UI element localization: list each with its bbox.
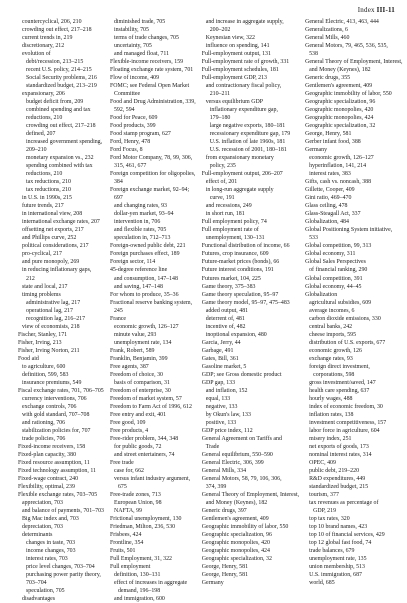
index-entry: and managed float, 711 xyxy=(113,51,170,58)
index-entry: and inflation, 152 xyxy=(205,387,248,394)
index-entry: 384 xyxy=(113,179,123,186)
index-entry: Global economy, 44–45 xyxy=(305,283,362,290)
index-entry: in reducing inflationary gaps, xyxy=(22,267,92,274)
index-entry: 212 xyxy=(26,275,35,282)
index-entry: Gasoline market, 5 xyxy=(201,363,247,370)
index-entry: demand, 196–198 xyxy=(117,588,161,595)
index-entry: 45-degree reference line xyxy=(109,267,168,274)
index-entry: Gillette, Cooper, 409 xyxy=(305,187,355,194)
index-entry: OPEC, 409 xyxy=(309,459,336,466)
index-entry: Frontline, 354 xyxy=(109,540,144,547)
index-entry: in short run, 181 xyxy=(205,211,245,218)
index-entry: Generalizations, 6 xyxy=(305,27,348,34)
index-entry: Foreign-owned public debt, 221 xyxy=(109,243,186,250)
index-entry: curve, 191 xyxy=(209,195,235,202)
index-entry: incentive of, 482 xyxy=(205,323,246,330)
index-entry: Full employment policy, 74 xyxy=(201,219,267,226)
index-entry: effect of, 201 xyxy=(205,179,238,186)
index-entry: corporations, 598 xyxy=(313,371,355,378)
index-entry: public debt, 219–220 xyxy=(309,467,360,474)
index-entry: 245 xyxy=(113,307,123,314)
index-entry: speculation in, 712–713 xyxy=(113,235,171,242)
index-entry: reductions, 210 xyxy=(26,171,63,178)
index-entry: with gold standard, 707–708 xyxy=(22,411,90,418)
index-entry: tax reductions, 210 xyxy=(26,187,71,194)
index-entry: U.S. inflation of late 1960s, 181 xyxy=(209,139,286,146)
index-entry: Geographic monopolies, 420 xyxy=(305,107,374,114)
index-entry: index of economic freedom, 30 xyxy=(309,403,383,410)
index-entry: current trends in, 219 xyxy=(22,35,73,42)
index-entry: U.S. immigration, 687 xyxy=(309,572,362,579)
index-entry: Freedom of enterprise, 30 xyxy=(109,387,171,394)
index-entry: standardized budget, 213–219 xyxy=(26,83,97,90)
index-entry: George, Henry, 581 xyxy=(201,564,249,571)
index-entry: distribution of U.S. exports, 677 xyxy=(309,339,386,346)
index-entry: large negative exports, 180–181 xyxy=(209,123,286,130)
index-entry: countercyclical, 206, 210 xyxy=(22,19,82,25)
index-entry: and Phillips curve, 252 xyxy=(22,235,77,242)
index-entry: Foreign sector, 114 xyxy=(109,259,156,266)
index-entry: tax revenues as percentage of xyxy=(309,499,379,506)
index-entry: world, 685 xyxy=(309,580,335,587)
index-entry: Full-employment rate of growth, 331 xyxy=(201,59,290,66)
index-entry: cheese imports, 595 xyxy=(309,331,357,338)
index-column-1 xyxy=(18,18,104,603)
index-entry: Free trade xyxy=(109,459,134,466)
index-entry: 210–211 xyxy=(209,91,231,98)
index-entry: 703–704 xyxy=(26,580,47,587)
index-entry: hourly wages, 488 xyxy=(309,395,353,402)
index-entry: and increase in aggregate supply, xyxy=(205,19,284,25)
index-entry: inflation rates, 138 xyxy=(309,411,354,418)
index-entry: General Theory of Employment, Interest, xyxy=(305,59,403,66)
index-entry: terms of trade changes, 705 xyxy=(113,35,179,42)
index-entry: Frisbees, 424 xyxy=(109,532,142,538)
index-entry: Functional distribution of income, 66 xyxy=(201,243,290,250)
index-entry: administrative lag, 217 xyxy=(26,299,81,306)
index-entry: Full employment rate of xyxy=(201,227,259,234)
index-column-3 xyxy=(202,18,299,603)
index-entry: Global competition, 99, 313 xyxy=(305,243,372,250)
index-entry: Fixed resource assumption, 11 xyxy=(18,459,90,466)
index-entry: Generic drugs, 355 xyxy=(305,75,351,82)
index-entry: discretionary, 212 xyxy=(22,43,65,50)
index-entry: Future-market prices (bonds), 66 xyxy=(201,259,280,266)
index-entry: Game theory, 375–383 xyxy=(201,283,256,290)
index-entry: versus infant industry argument, xyxy=(113,475,191,482)
index-entry: determinants xyxy=(22,532,53,538)
index-entry: from expansionary monetary xyxy=(205,155,274,162)
index-entry: investment competitiveness, 157 xyxy=(309,419,387,426)
index-entry: Full Employment, 31, 322 xyxy=(109,556,172,563)
index-entry: in long-run aggregate supply xyxy=(205,187,274,194)
index-entry: Keynesian view, 322 xyxy=(205,35,255,42)
index-entry: Free agents, 387 xyxy=(109,363,149,370)
index-entry: Ford Focus, 8 xyxy=(109,147,143,154)
index-entry: international exchange rates, 207 xyxy=(22,219,100,226)
index-entry: exchange rates, 93 xyxy=(309,355,353,362)
index-entry: Trade xyxy=(205,443,220,450)
index-entry: spending combined with tax xyxy=(26,163,93,170)
index-entry: income changes, 703 xyxy=(26,548,76,555)
index-entry: depreciation, 703 xyxy=(22,523,63,530)
index-entry: Fiscal exchange rates, 701, 706–705 xyxy=(18,387,104,394)
index-entry: and Money (Keynes), 182 xyxy=(309,67,371,74)
index-entry: recognition lag, 216–217 xyxy=(26,315,86,322)
index-entry: 374, 399 xyxy=(205,483,227,490)
index-entry: in international view, 208 xyxy=(22,211,83,218)
index-entry: Flexibility, optimal, 239 xyxy=(18,483,75,490)
index-entry: Frictional unemployment, 130 xyxy=(109,515,182,522)
index-entry: Futures market, 104, 225 xyxy=(201,275,261,282)
index-entry: case for, 662 xyxy=(113,467,144,474)
index-entry: Flexible exchange rates, 703–705 xyxy=(18,491,98,498)
index-entry: For whom to produce, 35–36 xyxy=(109,291,179,298)
index-entry: Foreign competition for oligopolies, xyxy=(109,171,196,178)
index-entry: reductions, 210 xyxy=(26,115,63,122)
index-entry: budget deficit from, 209 xyxy=(26,99,84,106)
index-entry: Free good, 109 xyxy=(109,419,146,426)
index-entry: Gates, Bill, 361 xyxy=(201,355,239,362)
index-entry: Big Mac index and, 703 xyxy=(22,515,79,522)
index-entry: Germany xyxy=(201,580,224,587)
index-entry: Full-employment schedules, 181 xyxy=(201,67,279,74)
index-entry: hyperinflation, 141, 214 xyxy=(309,163,367,170)
index-entry: operational lag, 217 xyxy=(26,307,73,314)
index-entry: Fruits, 501 xyxy=(109,548,136,555)
index-entry: misery index, 251 xyxy=(309,435,352,442)
index-entry: Geographic immobility of labor, 550 xyxy=(305,91,392,98)
index-entry: Fisher, Irving Norton, 211 xyxy=(18,347,80,354)
index-entry: Free-rider problem, 344, 348 xyxy=(109,435,179,442)
index-entry: tax reductions, 210 xyxy=(26,179,71,186)
index-entry: state and local, 217 xyxy=(22,283,68,290)
index-entry: instability, 705 xyxy=(113,27,149,34)
index-entry: basis of comparison, 31 xyxy=(113,379,170,386)
index-entry: Free products, 4 xyxy=(109,427,149,434)
index-entry: political considerations, 217 xyxy=(22,243,89,250)
index-entry: minute value, 293 xyxy=(113,331,157,338)
index-entry: Global economy, 311 xyxy=(305,251,356,258)
index-entry: definition, 599, 583 xyxy=(22,371,69,378)
index-entry: unemployment, 130–131 xyxy=(205,235,265,242)
index-entry: Fischer, Stanley, 171 xyxy=(18,331,68,338)
index-entry: agricultural subsidies, 609 xyxy=(309,299,372,306)
index-entry: Gerber infant food, 388 xyxy=(305,139,361,146)
index-entry: and saving, 147–148 xyxy=(113,283,163,290)
index-entry: crowding out effect, 217–218 xyxy=(26,123,96,130)
index-entry: Game theory model, 95–97, 475–483 xyxy=(201,299,290,306)
index-entry: increased government spending, xyxy=(26,139,103,146)
index-entry: economic growth, 126–127 xyxy=(309,155,374,162)
index-entry: General Theory of Employment, Interest, xyxy=(201,491,300,498)
index-entry: FOMC; see Federal Open Market xyxy=(109,83,190,90)
index-entry: Floating exchange rate system, 701 xyxy=(109,67,194,74)
index-entry: Fixed-plan capacity, 380 xyxy=(18,451,77,458)
index-entry: Food stamp program, 627 xyxy=(109,131,171,138)
index-entry: Geographic specialization, 96 xyxy=(201,532,272,538)
header-label: Index xyxy=(357,6,375,14)
index-entry: General Electric, 306, 399 xyxy=(201,459,264,466)
index-entry: exchange controls, 706 xyxy=(22,403,77,410)
index-entry: changes in taste, 703 xyxy=(26,540,76,547)
index-entry: Free-trade zones, 713 xyxy=(109,491,161,498)
index-entry: Free entry and exit, 401 xyxy=(109,411,167,418)
index-entry: future trends, 217 xyxy=(22,203,64,210)
index-entry: Food products, 399 xyxy=(109,123,156,130)
index-entry: top 10 of financial services, 429 xyxy=(309,532,385,538)
index-entry: evolution of xyxy=(22,51,51,58)
index-entry: nominal interest rates, 314 xyxy=(309,451,372,458)
index-entry: and Money (Keynes), 182 xyxy=(205,499,268,506)
index-entry: General Electric, 413, 463, 444 xyxy=(305,19,379,25)
index-entry: George, Henry, 581 xyxy=(201,572,249,579)
index-entry: 675 xyxy=(117,483,127,490)
index-entry: union membership, 513 xyxy=(309,564,365,571)
index-entry: and street entertainers, 74 xyxy=(113,451,175,458)
index-columns xyxy=(18,18,403,603)
index-entry: disadvantages xyxy=(22,596,56,603)
index-entry: currency interventions, 706 xyxy=(22,395,87,402)
page-number: III-11 xyxy=(376,6,395,14)
index-entry: tourism, 377 xyxy=(309,491,339,498)
index-entry: Friedman, Milton, 236, 530 xyxy=(109,523,176,530)
index-entry: Gini ratio, 469–470 xyxy=(305,195,352,202)
index-entry: versus equilibrium GDP xyxy=(205,99,263,106)
index-entry: Frank, Robert, 589 xyxy=(109,347,155,354)
index-entry: timing problems xyxy=(22,291,61,298)
index-entry: appreciation, 703 xyxy=(22,499,63,506)
index-entry: GDP; see Gross domestic product xyxy=(201,371,282,378)
index-entry: purchasing power parity theory, xyxy=(26,572,101,579)
index-entry: 697 xyxy=(113,195,123,202)
index-entry: Global Positioning System initiative, xyxy=(305,227,393,234)
index-entry: view of economists, 218 xyxy=(22,323,80,330)
index-entry: to agriculture, 600 xyxy=(22,363,66,370)
index-entry: General Motors, 58, 79, 106, 306, xyxy=(201,475,282,482)
index-entry: Full-employment output, 131 xyxy=(201,51,271,58)
index-entry: effect of increases in aggregate xyxy=(113,580,188,587)
index-entry: 538 xyxy=(309,51,318,58)
index-entry: Fractional reserve banking system, xyxy=(109,299,193,306)
index-entry: Gifts, cash vs. noncash, 388 xyxy=(305,179,372,186)
index-entry: interest rates, 383 xyxy=(309,171,351,178)
index-entry: and flexible rates, 705 xyxy=(113,227,167,234)
index-entry: Ford Motor Company, 78, 99, 306, xyxy=(109,155,193,162)
index-entry: added output, 481 xyxy=(205,307,249,314)
index-entry: Global Sales Perspectives xyxy=(305,259,366,266)
index-entry: 179–180 xyxy=(209,115,231,122)
index-entry: Flow of income, 409 xyxy=(109,75,160,82)
index-entry: General Mills, 460 xyxy=(305,35,350,42)
index-entry: 315, 461, 677 xyxy=(113,163,147,170)
index-entry: Flexible-income receivers, 159 xyxy=(109,59,184,66)
index-entry: Glass ceiling, 478 xyxy=(305,203,348,210)
index-entry: and pure monopoly, 269 xyxy=(22,259,80,266)
index-entry: trade balances, 679 xyxy=(309,548,355,555)
index-entry: inflationary expenditure gap, xyxy=(209,107,278,114)
index-entry: pro-cyclical, 217 xyxy=(22,251,62,258)
index-entry: Fixed-wage contract, 240 xyxy=(18,475,79,482)
index-entry: Food and Drug Administration, 339, xyxy=(109,99,196,106)
index-entry: Freedom of choice, 30 xyxy=(109,371,163,378)
index-entry: insurance premiums, 549 xyxy=(22,379,82,386)
index-entry: 592, 594 xyxy=(113,107,135,114)
index-entry: Freedom of market system, 57 xyxy=(109,395,182,402)
index-entry: price level changes, 703–704 xyxy=(26,564,95,571)
index-entry: carbon dioxide emissions, 330 xyxy=(309,315,381,322)
index-entry: Glass-Steagall Act, 337 xyxy=(305,211,361,218)
index-entry: offsetting net exports, 217 xyxy=(22,227,84,234)
index-column-4 xyxy=(305,18,402,603)
index-entry: Committee xyxy=(113,91,141,98)
index-entry: 209–210 xyxy=(26,147,47,154)
index-entry: Full-employment GDP, 213 xyxy=(201,75,268,82)
index-entry: General Mills, 334 xyxy=(201,467,247,474)
index-entry: intervention in, 706 xyxy=(113,219,161,226)
index-entry: policy, 235 xyxy=(209,163,236,170)
index-entry: Germany xyxy=(305,147,328,154)
running-header xyxy=(358,6,395,14)
index-entry: GDP, 219 xyxy=(313,507,337,514)
index-entry: central banks, 242 xyxy=(309,323,353,330)
index-entry: GDP gap, 133 xyxy=(201,379,236,386)
index-entry: Food for Peace, 609 xyxy=(109,115,158,122)
index-entry: average incomes, 6 xyxy=(309,307,355,314)
index-entry: inoptional expansion, 480 xyxy=(205,331,267,338)
index-entry: Food aid xyxy=(18,355,39,362)
index-entry: Franklin, Benjamin, 399 xyxy=(109,355,168,362)
index-entry: Futures, crop insurance, 609 xyxy=(201,251,269,258)
index-entry: health care spending, 637 xyxy=(309,387,370,394)
index-entry: Gentlemen's agreement, 409 xyxy=(201,515,269,522)
index-entry: Full employment xyxy=(109,564,151,571)
index-entry: Freedom to Farm Act of 1996, 612 xyxy=(109,403,192,410)
index-entry: Game theory speculation, 95–97 xyxy=(201,291,279,298)
index-entry: in U.S. in 1990s, 215 xyxy=(22,195,72,202)
index-entry: debt/recession, 213–215 xyxy=(26,59,84,66)
index-entry: U.S. recession of 2001, 180–181 xyxy=(209,147,287,154)
index-entry: interest rates, 703 xyxy=(26,556,68,563)
index-column-2 xyxy=(110,18,196,603)
index-entry: crowding out effect, 217–218 xyxy=(22,27,92,34)
index-entry: recent U.S. policy, 214–215 xyxy=(26,67,92,74)
index-entry: Foreign exchange market, 92–94; xyxy=(109,187,190,194)
index-entry: negative, 133 xyxy=(205,403,238,410)
index-entry: foreign direct investment, xyxy=(309,363,370,370)
index-entry: uncertainty, 705 xyxy=(113,43,152,50)
index-entry: labor force in agriculture, 604 xyxy=(309,427,380,434)
index-entry: net exports of goods, 173 xyxy=(309,443,369,450)
index-entry: General Agreement on Tariffs and xyxy=(201,435,282,442)
index-entry: and recessions, 249 xyxy=(205,203,252,210)
index-entry: recessionary expenditure gap, 179 xyxy=(209,131,291,138)
index-entry: speculation, 705 xyxy=(26,588,65,595)
index-entry: standardized budget, 215 xyxy=(309,483,369,490)
index-entry: unemployment rate, 134 xyxy=(113,339,172,346)
index-entry: for public goods, 72 xyxy=(113,443,162,450)
index-entry: combined spending and tax xyxy=(26,107,91,114)
index-entry: gross investment/saved, 147 xyxy=(309,379,376,386)
index-entry: Geographic immobility of labor, 550 xyxy=(201,523,289,530)
index-entry: Garcia, Jerry, 44 xyxy=(201,339,241,346)
index-entry: economic growth, 126 xyxy=(309,347,362,354)
index-entry: Fixed technology assumption, 11 xyxy=(18,467,96,474)
index-entry: positive, 133 xyxy=(205,419,237,426)
index-entry: Garbage, 491 xyxy=(201,347,234,354)
index-entry: by Okun's law, 133 xyxy=(205,411,251,418)
index-entry: equal, 133 xyxy=(205,395,231,402)
index-entry: 533 xyxy=(309,235,318,242)
index-entry: Ford, Henry, 478 xyxy=(109,139,151,146)
index-entry: General Motors, 79, 465, 536, 535, xyxy=(305,43,388,50)
index-entry: and balance of payments, 701–703 xyxy=(22,507,104,514)
index-entry: Geographic monopolies, 424 xyxy=(201,548,270,555)
index-entry: influence on spending, 141 xyxy=(205,43,270,50)
index-entry: definition, 130–131 xyxy=(113,572,161,579)
index-entry: Geographic monopolies, 424 xyxy=(305,115,374,122)
index-entry: European Union, 98 xyxy=(113,499,162,506)
index-entry: Geographic specialization, 32 xyxy=(201,556,272,563)
index-entry: Social Security problems, 216 xyxy=(26,75,98,82)
index-entry: dollar-yen market, 93–94 xyxy=(113,211,174,218)
index-entry: Full-employment output, 206–207 xyxy=(201,171,283,178)
index-entry: diminished trade, 705 xyxy=(113,19,166,25)
index-entry: Global competition, 391 xyxy=(305,275,363,282)
index-entry: GDP price index, 112 xyxy=(201,427,253,434)
index-entry: and rationing, 706 xyxy=(22,419,66,426)
index-entry: defined, 207 xyxy=(26,131,56,138)
index-entry: top tax rates, 320 xyxy=(309,515,350,522)
index-entry: stabilization policies for, 707 xyxy=(22,427,91,434)
index-entry: and immigration, 600 xyxy=(113,596,165,603)
index-entry: Geographic specialization, 32 xyxy=(305,123,376,130)
index-entry: Gentlemen's agreement, 409 xyxy=(305,83,373,90)
index-entry: NAFTA, 99 xyxy=(113,507,142,514)
index-entry: Future interest conditions, 191 xyxy=(201,267,274,274)
index-entry: General equilibrium, 550–590 xyxy=(201,451,273,458)
index-entry: 200–202 xyxy=(209,27,231,34)
index-entry: of financial ranking, 290 xyxy=(309,267,368,274)
index-entry: Geographic monopolies, 420 xyxy=(201,540,270,547)
index-entry: Geographic specialization, 96 xyxy=(305,99,376,106)
index-entry: Globalization, 484 xyxy=(305,219,349,226)
index-entry: top 10 brand names, 423 xyxy=(309,523,368,530)
index-entry: R&D expenditures, 449 xyxy=(309,475,366,482)
index-entry: Foreign purchases effect, 189 xyxy=(109,251,180,258)
index-entry: Fisher, Irving, 213 xyxy=(18,339,62,346)
index-entry: top 12 global fast food, 74 xyxy=(309,540,372,547)
index-entry: Fixed-income receivers, 158 xyxy=(18,443,86,450)
index-entry: deterrent of, 481 xyxy=(205,315,245,322)
index-entry: France xyxy=(109,315,126,322)
index-entry: George, Henry, 581 xyxy=(305,131,352,138)
index-entry: Globalization xyxy=(305,291,338,298)
index-entry: unemployment rate, 135 xyxy=(309,556,367,563)
index-entry: monetary expansion vs., 232 xyxy=(26,155,94,162)
index-entry: and consumption, 147–148 xyxy=(113,275,178,282)
index-entry: and contractionary fiscal policy, xyxy=(205,83,282,90)
index-entry: and changing rates, 93 xyxy=(113,203,167,210)
index-entry: trade policies, 706 xyxy=(22,435,66,442)
index-entry: Generic drugs, 397 xyxy=(201,507,247,514)
index-entry: economic growth, 126–127 xyxy=(113,323,179,330)
index-entry: expansionary, 206 xyxy=(22,91,65,98)
